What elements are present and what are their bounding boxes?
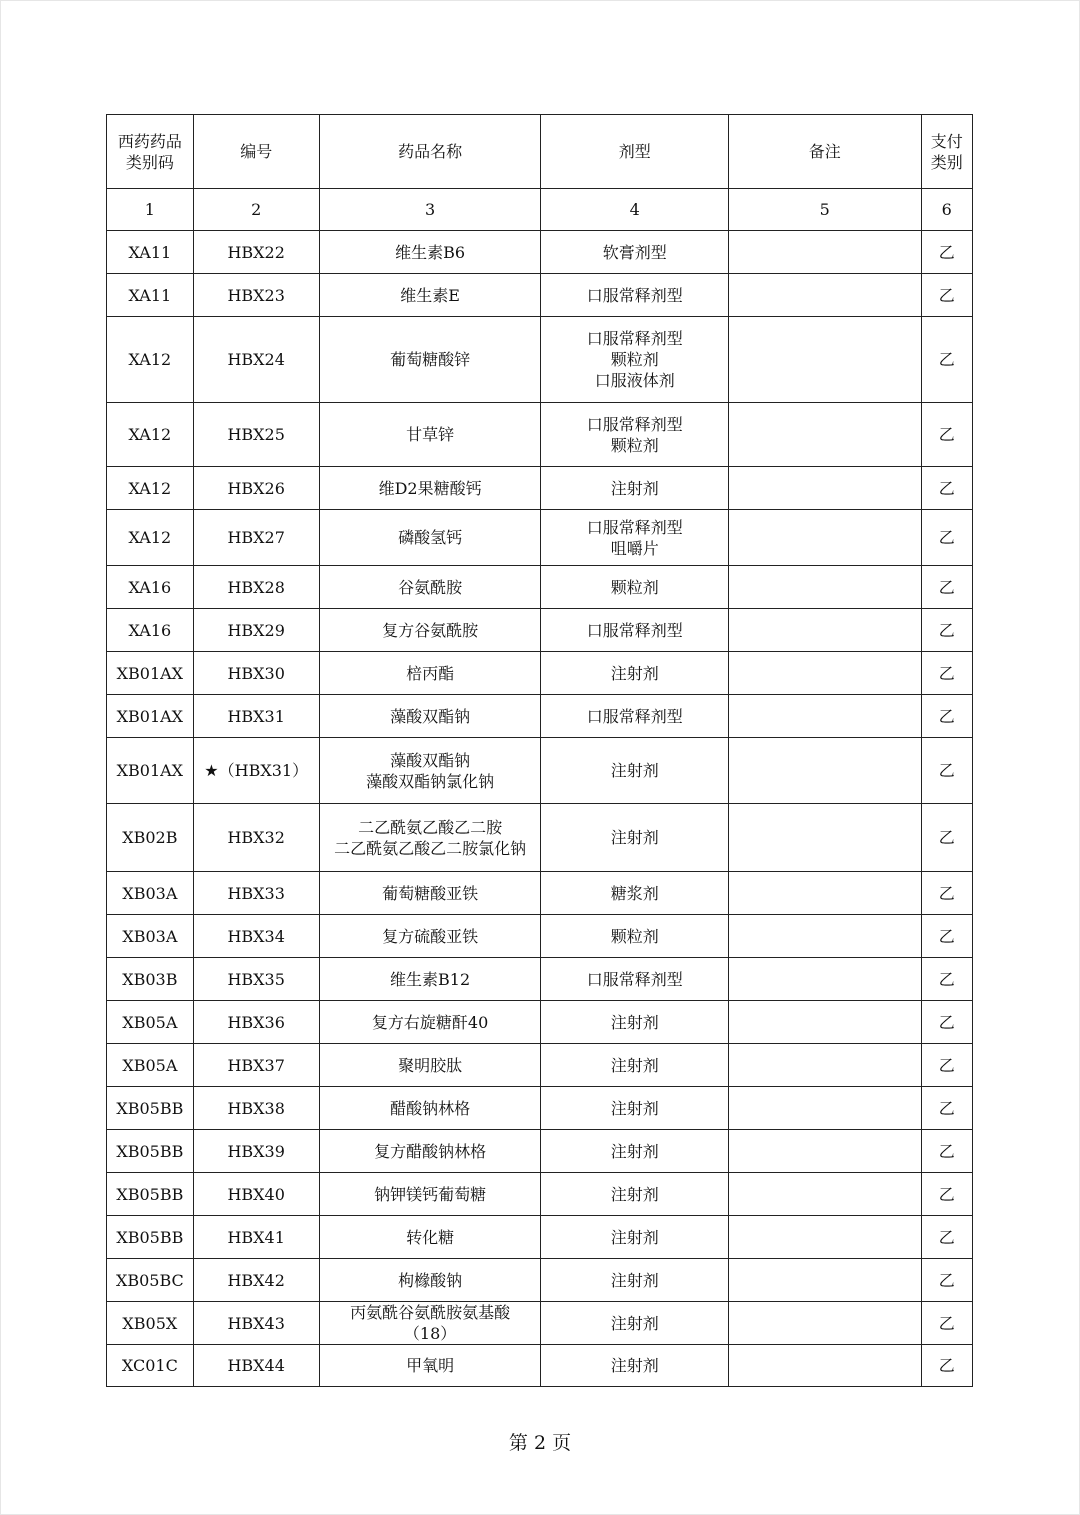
drug-category-code: XB03A <box>107 915 194 958</box>
drug-name: 磷酸氢钙 <box>319 510 541 566</box>
dosage-form: 注射剂 <box>541 1345 729 1387</box>
payment-category: 乙 <box>921 1130 972 1173</box>
payment-category: 乙 <box>921 1216 972 1259</box>
drug-name: 葡萄糖酸亚铁 <box>319 872 541 915</box>
payment-category: 乙 <box>921 609 972 652</box>
dosage-form: 注射剂 <box>541 1259 729 1302</box>
dosage-form: 注射剂 <box>541 1130 729 1173</box>
remarks <box>729 1044 922 1087</box>
table-row <box>107 1259 973 1302</box>
dosage-form: 口服常释剂型 颗粒剂 口服液体剂 <box>541 317 729 403</box>
drug-name: 维生素E <box>319 274 541 317</box>
payment-category: 乙 <box>921 738 972 804</box>
table-row <box>107 652 973 695</box>
drug-number: HBX43 <box>193 1302 319 1345</box>
drug-name: 维生素B6 <box>319 231 541 274</box>
payment-category: 乙 <box>921 1044 972 1087</box>
dosage-form: 口服常释剂型 颗粒剂 <box>541 403 729 467</box>
dosage-form: 糖浆剂 <box>541 872 729 915</box>
drug-name: 复方右旋糖酐40 <box>319 1001 541 1044</box>
drug-category-code: XB05A <box>107 1044 194 1087</box>
table-row <box>107 231 973 274</box>
column-number-row <box>107 189 973 231</box>
dosage-form: 颗粒剂 <box>541 915 729 958</box>
drug-category-code: XB05BC <box>107 1259 194 1302</box>
dosage-form: 口服常释剂型 <box>541 274 729 317</box>
drug-number: HBX35 <box>193 958 319 1001</box>
payment-category: 乙 <box>921 231 972 274</box>
payment-category: 乙 <box>921 958 972 1001</box>
drug-name: 甘草锌 <box>319 403 541 467</box>
table-row <box>107 1173 973 1216</box>
payment-category: 乙 <box>921 695 972 738</box>
table-row <box>107 1216 973 1259</box>
drug-category-code: XB02B <box>107 804 194 872</box>
table-row <box>107 872 973 915</box>
dosage-form: 注射剂 <box>541 804 729 872</box>
remarks <box>729 510 922 566</box>
drug-number: HBX42 <box>193 1259 319 1302</box>
header-category-code: 西药药品 类别码 <box>107 115 194 189</box>
column-number: 3 <box>319 189 541 231</box>
table-row <box>107 958 973 1001</box>
drug-name: 醋酸钠林格 <box>319 1087 541 1130</box>
drug-category-code: XA12 <box>107 467 194 510</box>
drug-category-code: XB05BB <box>107 1216 194 1259</box>
page-number: 第 2 页 <box>508 1432 572 1454</box>
drug-category-code: XA11 <box>107 231 194 274</box>
column-number: 6 <box>921 189 972 231</box>
drug-name: 复方谷氨酰胺 <box>319 609 541 652</box>
table-row <box>107 1087 973 1130</box>
column-number: 1 <box>107 189 194 231</box>
drug-category-code: XA12 <box>107 510 194 566</box>
drug-category-code: XB05BB <box>107 1173 194 1216</box>
table-row <box>107 1044 973 1087</box>
payment-category: 乙 <box>921 652 972 695</box>
drug-number: HBX22 <box>193 231 319 274</box>
payment-category: 乙 <box>921 804 972 872</box>
header-remarks: 备注 <box>729 115 922 189</box>
drug-list-table <box>106 114 973 1387</box>
drug-category-code: XB01AX <box>107 738 194 804</box>
payment-category: 乙 <box>921 403 972 467</box>
remarks <box>729 609 922 652</box>
drug-number: HBX26 <box>193 467 319 510</box>
remarks <box>729 467 922 510</box>
drug-number: HBX41 <box>193 1216 319 1259</box>
remarks <box>729 1173 922 1216</box>
drug-category-code: XA12 <box>107 317 194 403</box>
drug-number: HBX33 <box>193 872 319 915</box>
drug-number: HBX40 <box>193 1173 319 1216</box>
dosage-form: 口服常释剂型 咀嚼片 <box>541 510 729 566</box>
header-drug-name: 药品名称 <box>319 115 541 189</box>
drug-name: 维D2果糖酸钙 <box>319 467 541 510</box>
payment-category: 乙 <box>921 274 972 317</box>
dosage-form: 颗粒剂 <box>541 566 729 609</box>
payment-category: 乙 <box>921 915 972 958</box>
table-row <box>107 804 973 872</box>
drug-number: HBX30 <box>193 652 319 695</box>
drug-name: 二乙酰氨乙酸乙二胺 二乙酰氨乙酸乙二胺氯化钠 <box>319 804 541 872</box>
drug-category-code: XB03B <box>107 958 194 1001</box>
drug-category-code: XB01AX <box>107 695 194 738</box>
drug-category-code: XB05BB <box>107 1130 194 1173</box>
drug-number: HBX25 <box>193 403 319 467</box>
remarks <box>729 403 922 467</box>
table-row <box>107 566 973 609</box>
dosage-form: 口服常释剂型 <box>541 609 729 652</box>
table-row <box>107 1302 973 1345</box>
payment-category: 乙 <box>921 1302 972 1345</box>
drug-category-code: XB05X <box>107 1302 194 1345</box>
drug-name: 钠钾镁钙葡萄糖 <box>319 1173 541 1216</box>
remarks <box>729 566 922 609</box>
drug-number: HBX36 <box>193 1001 319 1044</box>
dosage-form: 软膏剂型 <box>541 231 729 274</box>
payment-category: 乙 <box>921 1087 972 1130</box>
remarks <box>729 872 922 915</box>
payment-category: 乙 <box>921 566 972 609</box>
remarks <box>729 1302 922 1345</box>
table-row <box>107 915 973 958</box>
table-row <box>107 738 973 804</box>
drug-name: 维生素B12 <box>319 958 541 1001</box>
drug-name: 枸橼酸钠 <box>319 1259 541 1302</box>
drug-name: 谷氨酰胺 <box>319 566 541 609</box>
table-row <box>107 609 973 652</box>
remarks <box>729 652 922 695</box>
drug-number: HBX29 <box>193 609 319 652</box>
header-row <box>107 115 973 189</box>
drug-name: 藻酸双酯钠 <box>319 695 541 738</box>
table-row <box>107 510 973 566</box>
drug-name: 丙氨酰谷氨酰胺氨基酸 （18） <box>319 1302 541 1345</box>
dosage-form: 注射剂 <box>541 1044 729 1087</box>
dosage-form: 注射剂 <box>541 1302 729 1345</box>
payment-category: 乙 <box>921 467 972 510</box>
dosage-form: 注射剂 <box>541 652 729 695</box>
drug-name: 藻酸双酯钠 藻酸双酯钠氯化钠 <box>319 738 541 804</box>
dosage-form: 注射剂 <box>541 467 729 510</box>
payment-category: 乙 <box>921 1001 972 1044</box>
remarks <box>729 1345 922 1387</box>
dosage-form: 口服常释剂型 <box>541 695 729 738</box>
drug-number: HBX39 <box>193 1130 319 1173</box>
remarks <box>729 915 922 958</box>
drug-category-code: XB05A <box>107 1001 194 1044</box>
remarks <box>729 1130 922 1173</box>
drug-number: HBX38 <box>193 1087 319 1130</box>
drug-number: HBX37 <box>193 1044 319 1087</box>
drug-category-code: XB03A <box>107 872 194 915</box>
drug-name: 棓丙酯 <box>319 652 541 695</box>
drug-number: HBX34 <box>193 915 319 958</box>
drug-name: 复方硫酸亚铁 <box>319 915 541 958</box>
remarks <box>729 274 922 317</box>
remarks <box>729 317 922 403</box>
drug-category-code: XB01AX <box>107 652 194 695</box>
header-payment-category: 支付 类别 <box>921 115 972 189</box>
dosage-form: 口服常释剂型 <box>541 958 729 1001</box>
drug-number: HBX31 <box>193 695 319 738</box>
remarks <box>729 1001 922 1044</box>
payment-category: 乙 <box>921 317 972 403</box>
remarks <box>729 1259 922 1302</box>
drug-name: 复方醋酸钠林格 <box>319 1130 541 1173</box>
remarks <box>729 738 922 804</box>
table-row <box>107 317 973 403</box>
remarks <box>729 695 922 738</box>
drug-category-code: XB05BB <box>107 1087 194 1130</box>
table-row <box>107 695 973 738</box>
remarks <box>729 231 922 274</box>
table-row <box>107 274 973 317</box>
drug-name: 聚明胶肽 <box>319 1044 541 1087</box>
table-row <box>107 1345 973 1387</box>
drug-category-code: XA12 <box>107 403 194 467</box>
table-row <box>107 403 973 467</box>
remarks <box>729 958 922 1001</box>
table-row <box>107 1130 973 1173</box>
table-row <box>107 467 973 510</box>
remarks <box>729 1216 922 1259</box>
drug-category-code: XA16 <box>107 609 194 652</box>
drug-name: 转化糖 <box>319 1216 541 1259</box>
table-row <box>107 1001 973 1044</box>
dosage-form: 注射剂 <box>541 1087 729 1130</box>
drug-number: HBX23 <box>193 274 319 317</box>
payment-category: 乙 <box>921 872 972 915</box>
payment-category: 乙 <box>921 1173 972 1216</box>
column-number: 2 <box>193 189 319 231</box>
remarks <box>729 804 922 872</box>
column-number: 4 <box>541 189 729 231</box>
payment-category: 乙 <box>921 1345 972 1387</box>
drug-number: ★（HBX31） <box>193 738 319 804</box>
drug-name: 葡萄糖酸锌 <box>319 317 541 403</box>
drug-name: 甲氧明 <box>319 1345 541 1387</box>
header-number: 编号 <box>193 115 319 189</box>
drug-number: HBX27 <box>193 510 319 566</box>
drug-number: HBX44 <box>193 1345 319 1387</box>
drug-number: HBX32 <box>193 804 319 872</box>
drug-number: HBX24 <box>193 317 319 403</box>
dosage-form: 注射剂 <box>541 1216 729 1259</box>
dosage-form: 注射剂 <box>541 1001 729 1044</box>
drug-category-code: XC01C <box>107 1345 194 1387</box>
dosage-form: 注射剂 <box>541 738 729 804</box>
column-number: 5 <box>729 189 922 231</box>
dosage-form: 注射剂 <box>541 1173 729 1216</box>
payment-category: 乙 <box>921 510 972 566</box>
drug-category-code: XA16 <box>107 566 194 609</box>
header-dosage-form: 剂型 <box>541 115 729 189</box>
payment-category: 乙 <box>921 1259 972 1302</box>
remarks <box>729 1087 922 1130</box>
drug-number: HBX28 <box>193 566 319 609</box>
table-body <box>107 231 973 1387</box>
drug-category-code: XA11 <box>107 274 194 317</box>
